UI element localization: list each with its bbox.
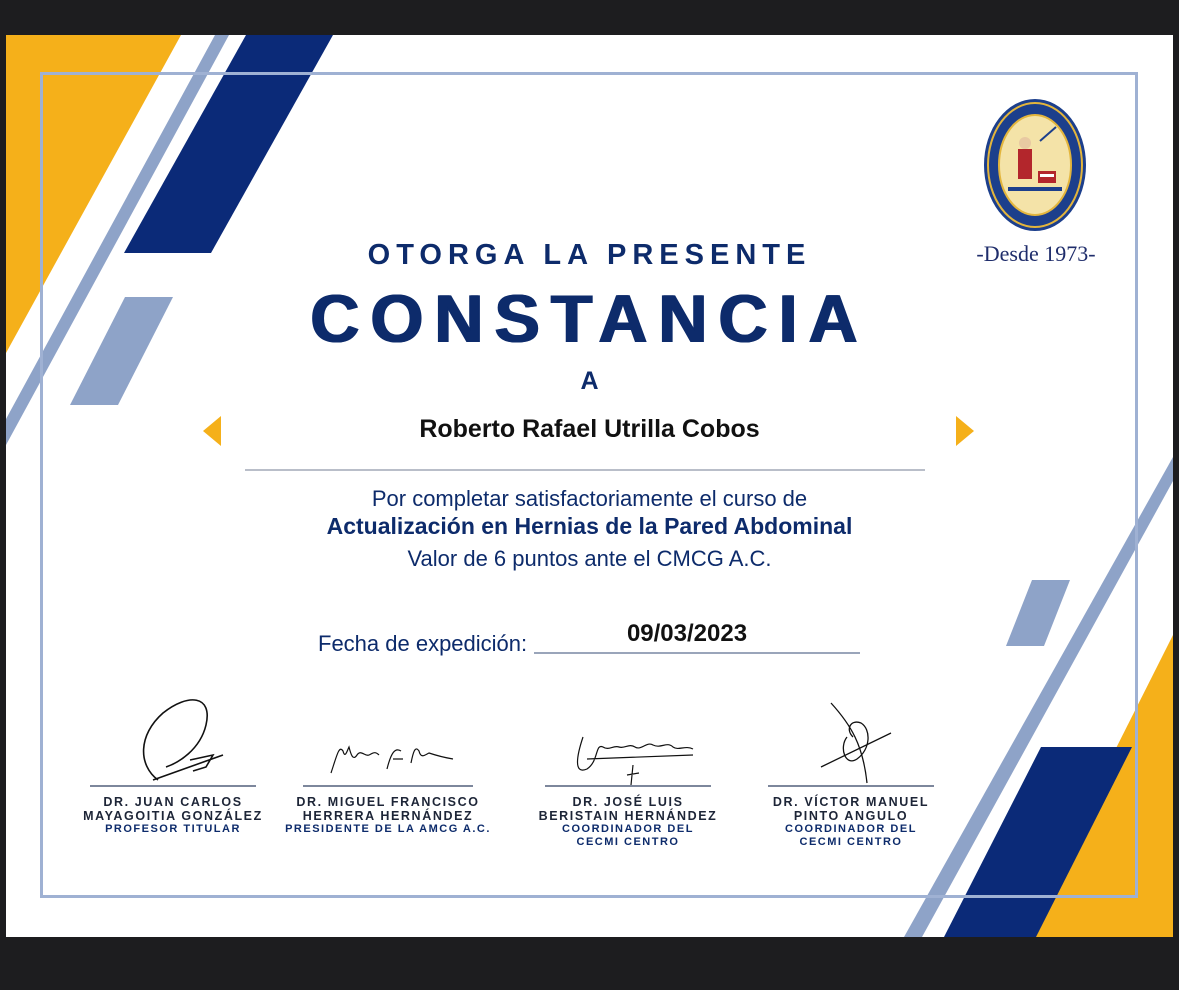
signature-line [90, 785, 256, 787]
issue-date-line [534, 652, 860, 654]
certificate-title: CONSTANCIA [310, 281, 869, 357]
signatory-name: DR. JUAN CARLOS [103, 795, 243, 809]
recipient-name: Roberto Rafael Utrilla Cobos [419, 415, 760, 443]
signatory-surname: BERISTAIN HERNÁNDEZ [538, 809, 718, 823]
signature-4 [791, 685, 911, 785]
signatory-block [523, 685, 733, 849]
signatory-role: COORDINADOR DEL [785, 823, 917, 835]
name-underline [245, 469, 925, 471]
signature-line [303, 785, 473, 787]
signatory-surname: HERRERA HERNÁNDEZ [302, 809, 474, 823]
issue-date-value: 09/03/2023 [626, 620, 748, 647]
signatory-role-2: CECMI CENTRO [576, 836, 680, 848]
association-seal-icon [982, 97, 1088, 233]
signatory-role: COORDINADOR DEL [562, 823, 694, 835]
signatory-surname: MAYAGOITIA GONZÁLEZ [83, 809, 263, 823]
signatory-name: DR. MIGUEL FRANCISCO [296, 795, 480, 809]
signatory-name: DR. VÍCTOR MANUEL [772, 795, 930, 809]
signatory-role: PRESIDENTE DE LA AMCG A.C. [285, 823, 491, 835]
signatory-surname: PINTO ANGULO [793, 809, 909, 823]
signature-3 [543, 685, 713, 785]
triangle-right-icon [956, 416, 974, 446]
points-value: Valor de 6 puntos ante el CMCG A.C. [407, 546, 772, 571]
signature-line [545, 785, 711, 787]
signatory-block [283, 685, 493, 836]
signature-line [768, 785, 934, 787]
signatory-block [746, 685, 956, 849]
signature-2 [303, 685, 473, 785]
since-label: -Desde 1973- [976, 241, 1096, 266]
completion-text: Por completar satisfactoriamente el curso de [371, 486, 808, 511]
signatory-block [68, 685, 278, 836]
certificate [6, 35, 1173, 937]
course-name: Actualización en Hernias de la Pared Abdominal [326, 513, 853, 539]
signatory-role: PROFESOR TITULAR [105, 823, 241, 835]
signatory-name: DR. JOSÉ LUIS [572, 795, 684, 809]
issue-date-label: Fecha de expedición: [318, 631, 528, 656]
to-label: A [580, 367, 599, 395]
heading: OTORGA LA PRESENTE [367, 239, 812, 271]
signature-1 [118, 685, 228, 785]
signatory-role-2: CECMI CENTRO [799, 836, 903, 848]
